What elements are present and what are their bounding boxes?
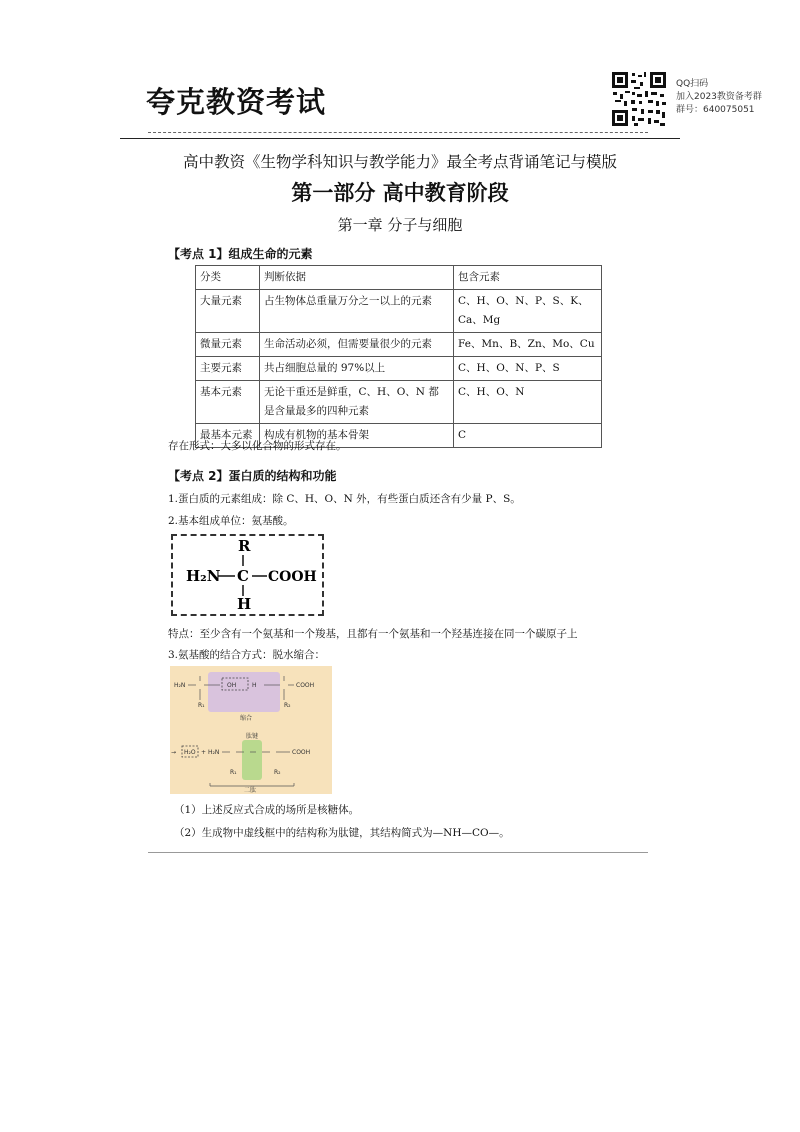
formula-r-group: R xyxy=(238,537,251,555)
amino-acid-feature-text: 特点：至少含有一个氨基和一个羧基，且都有一个氨基和一个羟基连接在同一个碳原子上 xyxy=(168,628,578,640)
formula-alpha-carbon: C xyxy=(237,567,249,585)
qq-group-info xyxy=(676,78,762,117)
qr-code-icon[interactable] xyxy=(610,70,668,128)
existence-form-note: 存在形式：大多以化合物的形式存在。 xyxy=(168,440,347,452)
brand-logo-text: 夸克教资考试 xyxy=(146,85,327,119)
basic-unit-text: 2.基本组成单位：氨基酸。 xyxy=(168,515,294,527)
amino-acid-formula xyxy=(172,536,320,612)
peptide-bond-note: （2）生成物中虚线框中的结构称为肽键，其结构简式为—NH—CO—。 xyxy=(174,827,510,839)
bottom-rule xyxy=(148,852,648,853)
part-title: 第一部分 高中教育阶段 xyxy=(291,180,509,205)
table-cell: 基本元素 xyxy=(196,381,260,424)
header-rule xyxy=(120,138,680,139)
section-heading-kaodian1: 【考点 1】组成生命的元素 xyxy=(168,247,313,261)
svg-text:→: → xyxy=(171,749,177,756)
table-cell: C xyxy=(454,424,602,448)
dipeptide-label: 二肽 xyxy=(244,787,257,794)
section-heading-kaodian2: 【考点 2】蛋白质的结构和功能 xyxy=(168,469,337,483)
formula-carboxyl-group: COOH xyxy=(268,569,317,585)
table-cell: 构成有机物的基本骨架 xyxy=(260,424,454,448)
formula-amino-group: H₂N xyxy=(186,567,221,585)
top-carboxyl: COOH xyxy=(296,682,315,689)
table-cell: C、H、O、N xyxy=(454,381,602,424)
dehydration-condensation-diagram xyxy=(170,666,332,794)
elements-table xyxy=(195,265,602,448)
qq-group-number: 群号：640075051 xyxy=(676,105,755,115)
table-cell: 微量元素 xyxy=(196,333,260,357)
protein-elements-text: 1.蛋白质的元素组成：除 C、H、O、N 外，有些蛋白质还含有少量 P、S。 xyxy=(168,493,521,505)
qq-join-label: 加入2023教资备考群 xyxy=(676,92,762,102)
table-header: 判断依据 xyxy=(260,266,454,290)
top-hydrogen: H xyxy=(252,682,257,689)
top-amino-group: H₂N xyxy=(174,682,186,689)
top-hydroxyl: OH xyxy=(227,682,237,689)
table-cell: 共占细胞总量的 97%以上 xyxy=(260,357,454,381)
table-header: 分类 xyxy=(196,266,260,290)
bottom-r2-label: R₂ xyxy=(274,769,281,776)
water-label: H₂O xyxy=(184,749,196,756)
chapter-title: 第一章 分子与细胞 xyxy=(337,216,463,234)
table-cell: 占生物体总重量万分之一以上的元素 xyxy=(260,290,454,333)
table-cell: 主要元素 xyxy=(196,357,260,381)
document-title: 高中教资《生物学科知识与教学能力》最全考点背诵笔记与模版 xyxy=(182,153,617,171)
formula-hydrogen: H xyxy=(237,595,252,612)
qq-scan-label: QQ扫码 xyxy=(676,79,709,89)
table-cell: 生命活动必须，但需要量很少的元素 xyxy=(260,333,454,357)
bottom-amino-group: H₂N xyxy=(208,749,220,756)
peptide-bond-label: 肽键 xyxy=(246,733,259,740)
table-row xyxy=(196,357,602,381)
ribosome-note: （1）上述反应式合成的场所是核糖体。 xyxy=(174,804,360,816)
r1-label: R₁ xyxy=(198,702,205,709)
bottom-carboxyl: COOH xyxy=(292,749,311,756)
r2-label: R₂ xyxy=(284,702,291,709)
table-cell: C、H、O、N、P、S xyxy=(454,357,602,381)
table-cell: C、H、O、N、P、S、K、Ca、Mg xyxy=(454,290,602,333)
table-cell: 最基本元素 xyxy=(196,424,260,448)
binding-method-text: 3.氨基酸的结合方式：脱水缩合： xyxy=(168,649,326,661)
header-dashed-rule xyxy=(148,132,648,133)
table-row xyxy=(196,333,602,357)
table-row xyxy=(196,381,602,424)
svg-text:+: + xyxy=(201,749,207,756)
table-header: 包含元素 xyxy=(454,266,602,290)
table-cell: 大量元素 xyxy=(196,290,260,333)
table-row xyxy=(196,290,602,333)
condense-label: 缩合 xyxy=(240,715,253,722)
bottom-r1-label: R₁ xyxy=(230,769,237,776)
table-cell: Fe、Mn、B、Zn、Mo、Cu xyxy=(454,333,602,357)
table-header-row xyxy=(196,266,602,290)
table-cell: 无论干重还是鲜重，C、H、O、N 都是含量最多的四种元素 xyxy=(260,381,454,424)
